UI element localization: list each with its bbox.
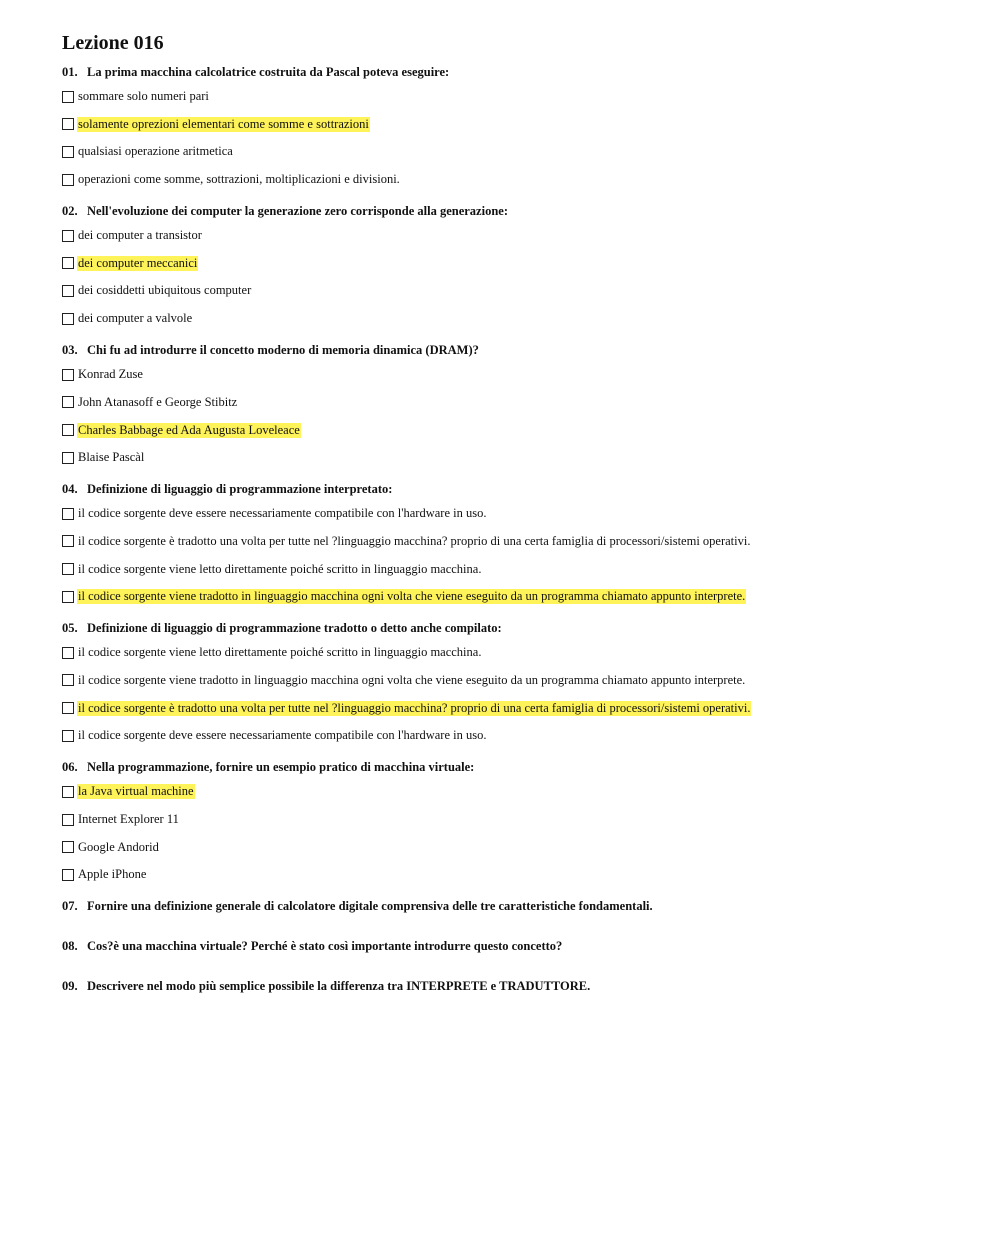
answer-checkbox[interactable] — [62, 535, 74, 547]
answer-checkbox[interactable] — [62, 814, 74, 826]
question-label: La prima macchina calcolatrice costruita da Pascal poteva eseguire: — [87, 65, 450, 79]
answer-text: dei cosiddetti ubiquitous computer — [78, 283, 252, 298]
answer-text-highlighted: Charles Babbage ed Ada Augusta Loveleace — [78, 422, 300, 437]
question-block-01 — [62, 64, 982, 188]
answer-option[interactable] — [62, 88, 982, 105]
answer-checkbox[interactable] — [62, 563, 74, 575]
answer-option[interactable] — [62, 783, 982, 800]
answer-text: Blaise Pascàl — [78, 450, 145, 465]
question-number: 04. — [62, 482, 78, 497]
answer-checkbox[interactable] — [62, 396, 74, 408]
answer-option[interactable] — [62, 533, 982, 550]
open-question-list — [62, 898, 982, 994]
question-list — [62, 64, 982, 883]
answer-text: operazioni come somme, sottrazioni, moltiplicazioni e divisioni. — [78, 172, 400, 187]
question-number: 07. — [62, 899, 78, 914]
answer-text: qualsiasi operazione aritmetica — [78, 144, 233, 159]
answer-checkbox[interactable] — [62, 369, 74, 381]
answer-text: John Atanasoff e George Stibitz — [78, 394, 238, 409]
answer-checkbox[interactable] — [62, 285, 74, 297]
answer-option[interactable] — [62, 310, 982, 327]
question-text — [62, 620, 982, 636]
answer-checkbox[interactable] — [62, 118, 74, 130]
question-number: 09. — [62, 979, 78, 994]
answer-text: Google Andorid — [78, 839, 159, 854]
answer-option[interactable] — [62, 727, 982, 744]
answer-text: il codice sorgente deve essere necessariamente compatibile con l'hardware in uso. — [78, 728, 487, 743]
question-number: 06. — [62, 760, 78, 775]
answer-checkbox[interactable] — [62, 674, 74, 686]
open-question-08 — [62, 938, 982, 954]
answer-text: Apple iPhone — [78, 867, 147, 882]
question-block-03 — [62, 342, 982, 466]
answer-text: sommare solo numeri pari — [78, 89, 209, 103]
question-number: 03. — [62, 343, 78, 358]
answer-option[interactable] — [62, 672, 982, 689]
answer-option[interactable] — [62, 839, 982, 856]
answer-checkbox[interactable] — [62, 508, 74, 520]
answer-option[interactable] — [62, 227, 982, 244]
question-label: Nella programmazione, fornire un esempio pratico di macchina virtuale: — [87, 760, 475, 775]
question-number: 02. — [62, 204, 78, 219]
question-label: Cos?è una macchina virtuale? Perché è stato così importante introdurre questo concetto? — [87, 939, 563, 954]
answer-option[interactable] — [62, 700, 982, 717]
answer-text: Internet Explorer 11 — [78, 812, 179, 826]
answer-checkbox[interactable] — [62, 730, 74, 742]
question-text — [62, 64, 982, 80]
answer-checkbox[interactable] — [62, 591, 74, 603]
question-text — [62, 759, 982, 775]
answer-checkbox[interactable] — [62, 869, 74, 881]
answer-checkbox[interactable] — [62, 174, 74, 186]
answer-option[interactable] — [62, 171, 982, 188]
answer-option[interactable] — [62, 449, 982, 466]
answer-option[interactable] — [62, 561, 982, 578]
answer-option[interactable] — [62, 116, 982, 133]
answer-checkbox[interactable] — [62, 257, 74, 269]
answer-checkbox[interactable] — [62, 786, 74, 798]
question-number: 08. — [62, 939, 78, 954]
question-block-06 — [62, 759, 982, 883]
answer-checkbox[interactable] — [62, 91, 74, 103]
answer-option[interactable] — [62, 394, 982, 411]
answer-text: il codice sorgente viene letto direttamente poiché scritto in linguaggio macchina. — [78, 645, 482, 660]
answer-option[interactable] — [62, 422, 982, 439]
answer-option[interactable] — [62, 366, 982, 383]
answer-text: Konrad Zuse — [78, 367, 143, 382]
question-text — [62, 203, 982, 219]
open-question-09 — [62, 978, 982, 994]
answer-checkbox[interactable] — [62, 702, 74, 714]
answer-text-highlighted: il codice sorgente viene tradotto in linguaggio macchina ogni volta che viene eseguito da un programma chiamato appunto interprete. — [78, 589, 746, 604]
answer-text-highlighted: dei computer meccanici — [78, 255, 198, 270]
answer-checkbox[interactable] — [62, 647, 74, 659]
answer-text: dei computer a transistor — [78, 228, 202, 243]
answer-checkbox[interactable] — [62, 424, 74, 436]
document-page — [62, 30, 982, 1018]
page-title: Lezione 016 — [62, 32, 164, 54]
question-number: 05. — [62, 621, 78, 636]
answer-text: il codice sorgente viene tradotto in linguaggio macchina ogni volta che viene eseguito da un programma chiamato appunto interprete. — [78, 672, 746, 687]
answer-text: il codice sorgente deve essere necessariamente compatibile con l'hardware in uso. — [78, 506, 487, 521]
question-text — [62, 481, 982, 497]
answer-option[interactable] — [62, 282, 982, 299]
question-label: Fornire una definizione generale di calcolatore digitale comprensiva delle tre caratteristiche fondamentali. — [87, 899, 653, 914]
question-number: 01. — [62, 65, 78, 79]
answer-text-highlighted: solamente oprezioni elementari come somme e sottrazioni — [78, 116, 369, 131]
answer-text: il codice sorgente è tradotto una volta per tutte nel ?linguaggio macchina? proprio di una certa famiglia di processori/sistemi operativi. — [78, 533, 751, 548]
question-block-05 — [62, 620, 982, 744]
answer-text-highlighted: il codice sorgente è tradotto una volta per tutte nel ?linguaggio macchina? proprio di una certa famiglia di processori/sistemi operativi. — [78, 700, 751, 715]
answer-option[interactable] — [62, 811, 982, 828]
answer-checkbox[interactable] — [62, 452, 74, 464]
question-label: Definizione di liguaggio di programmazione interpretato: — [87, 482, 393, 497]
answer-option[interactable] — [62, 588, 982, 605]
answer-checkbox[interactable] — [62, 313, 74, 325]
answer-option[interactable] — [62, 143, 982, 160]
answer-checkbox[interactable] — [62, 146, 74, 158]
answer-option[interactable] — [62, 505, 982, 522]
question-text — [62, 342, 982, 358]
question-label: Nell'evoluzione dei computer la generazione zero corrisponde alla generazione: — [87, 204, 508, 219]
answer-checkbox[interactable] — [62, 230, 74, 242]
answer-text: il codice sorgente viene letto direttamente poiché scritto in linguaggio macchina. — [78, 561, 482, 576]
question-label: Definizione di liguaggio di programmazione tradotto o detto anche compilato: — [87, 621, 502, 636]
question-label: Chi fu ad introdurre il concetto moderno di memoria dinamica (DRAM)? — [87, 343, 479, 358]
question-block-02 — [62, 203, 982, 327]
answer-text: dei computer a valvole — [78, 311, 193, 326]
answer-text-highlighted: la Java virtual machine — [78, 784, 194, 799]
question-block-04 — [62, 481, 982, 605]
question-label: Descrivere nel modo più semplice possibile la differenza tra INTERPRETE e TRADUTTORE. — [87, 979, 591, 994]
open-question-07 — [62, 898, 982, 914]
answer-checkbox[interactable] — [62, 841, 74, 853]
answer-option[interactable] — [62, 255, 982, 272]
answer-option[interactable] — [62, 644, 982, 661]
answer-option[interactable] — [62, 866, 982, 883]
